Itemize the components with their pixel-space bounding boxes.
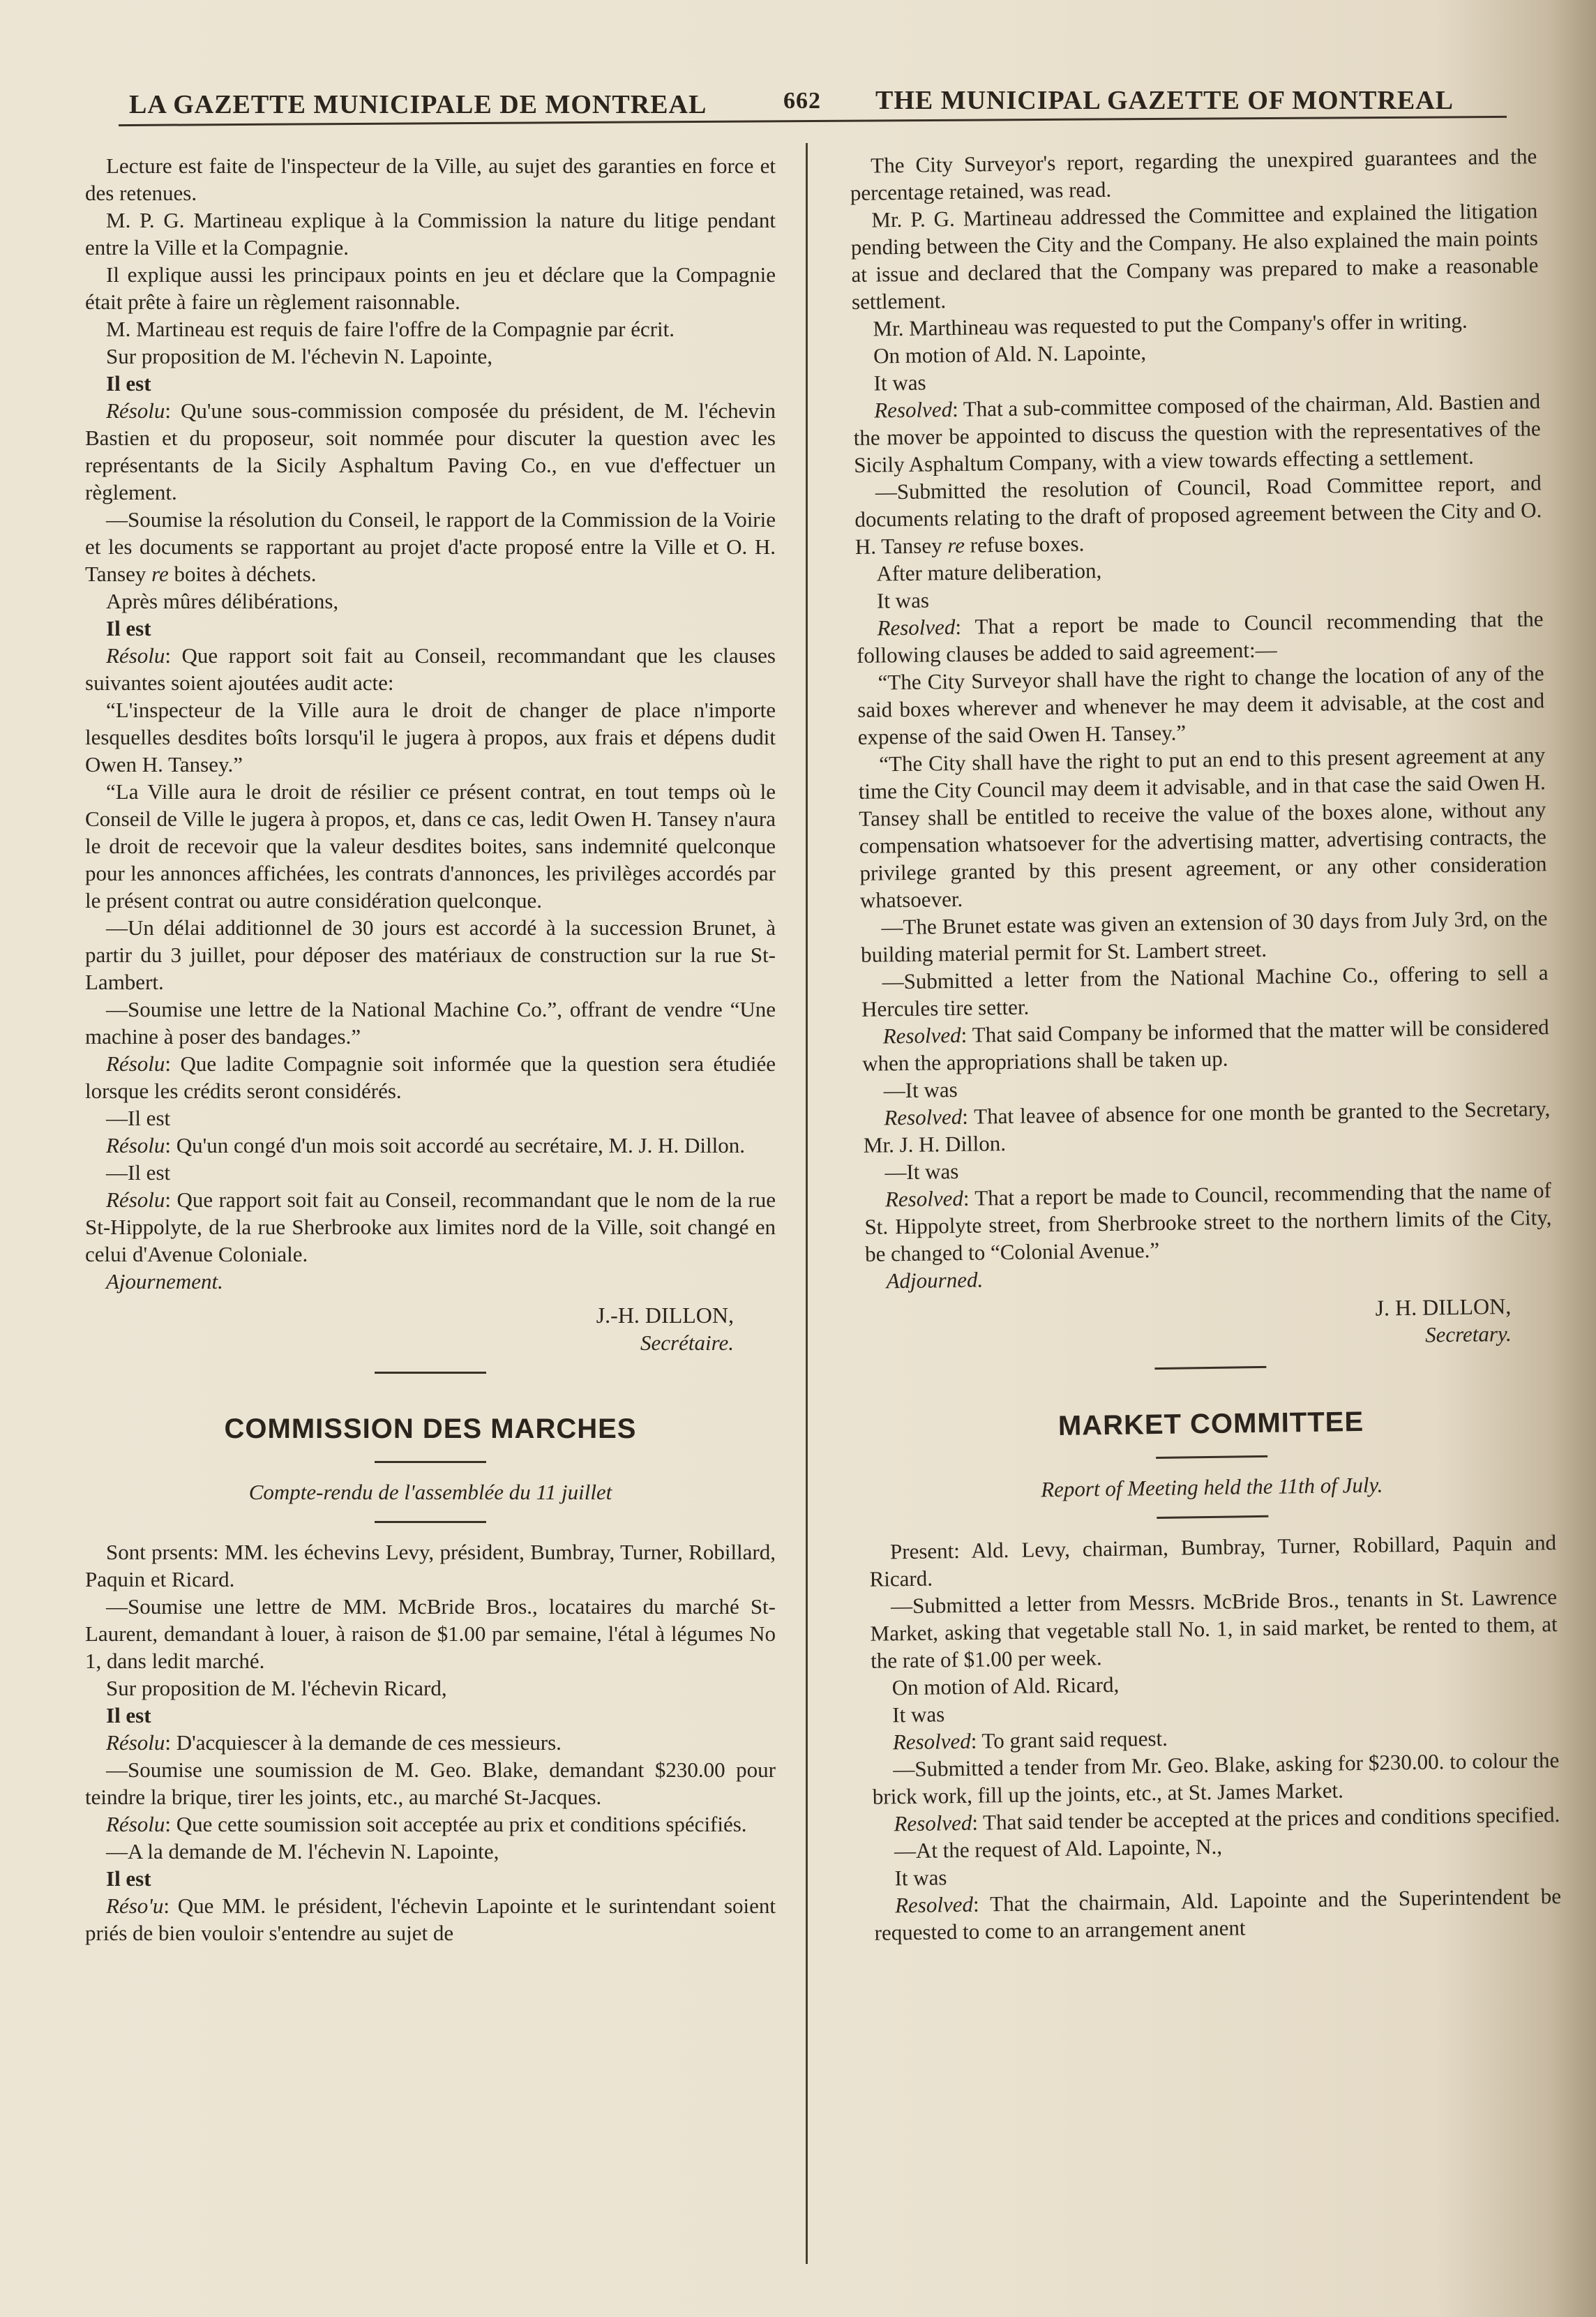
- resolution-text: : To grant said request.: [970, 1725, 1168, 1753]
- resolution-text: : Qu'une sous-commission composée du président, de M. l'échevin Bastien et du proposeur, soit nommée pour discuter la question avec les représentants de la Sicily Asphaltum Paving Co., en vue d'effectuer un règlement.: [85, 398, 776, 504]
- it-was: It was: [892, 1702, 945, 1727]
- paragraph: Sont prsents: MM. les échevins Levy, président, Bumbray, Turner, Robillard, Paquin et Ricard.: [85, 1540, 776, 1591]
- paragraph: Après mûres délibérations,: [106, 589, 339, 613]
- resolution: [856, 605, 1544, 669]
- resolution-label: Résolu: [106, 1051, 165, 1076]
- resolution-text: : Que ladite Compagnie soit informée que la question sera étudiée lorsque les crédits seront considérés.: [85, 1051, 776, 1103]
- section-subheading: Compte-rendu de l'assemblée du 11 juillet: [248, 1480, 612, 1504]
- header-title-french: LA GAZETTE MUNICIPALE DE MONTREAL: [129, 90, 707, 119]
- resolution-label: Résolu: [106, 1133, 165, 1157]
- resolution-text: : Que rapport soit fait au Conseil, recommandant que le nom de la rue St-Hippolyte, de la rue Sherbrooke aux limites nord de la Ville, soit changé en celui d'Avenue Coloniale.: [85, 1187, 776, 1266]
- il-est: —Il est: [106, 1106, 171, 1130]
- resolution-text: : That said Company be informed that the matter will be considered when the appropriations shall be taken up.: [861, 1014, 1549, 1076]
- english-column: [850, 142, 1562, 1947]
- resolution: [874, 1882, 1562, 1947]
- it-was: —It was: [883, 1077, 958, 1103]
- text: boites à déchets.: [168, 562, 317, 586]
- resolution-label: Resolved: [884, 1185, 964, 1212]
- paragraph: Mr. Marthineau was requested to put the Company's offer in writing.: [873, 308, 1468, 341]
- paragraph: After mature deliberation,: [876, 558, 1102, 586]
- resolution-text: : That the chairmain, Ald. Lapointe and the Superintendent be requested to come to an arrangement anent: [874, 1884, 1562, 1945]
- it-was: It was: [873, 370, 926, 396]
- paragraph: [85, 506, 776, 587]
- resolution-label: Résolu: [106, 1730, 165, 1755]
- il-est: Il est: [106, 616, 151, 640]
- resolution-text: : Que MM. le président, l'échevin Lapointe et le surintendant soient priés de bien vouloir s'entendre au sujet de: [85, 1894, 776, 1945]
- paragraph: Mr. P. G. Martineau addressed the Committee and explained the litigation pending between the City and the Company. He also explained the main points at issue and declared that the Company was prepared to make a reasonable settlement.: [850, 198, 1539, 314]
- quoted-clause: “La Ville aura le droit de résilier ce présent contrat, en tout temps où le Conseil de Ville le jugera à propos, et, dans ce cas, ledit Owen H. Tansey n'aura le droit de recevoir que la valeur desdites boites, sans indemnité quelconque pour les annonces affichées, les contrats d'annonces, les privilèges accordés par le présent contrat ou autre considération quelconque.: [85, 779, 776, 913]
- paragraph: Sur proposition de M. l'échevin Ricard,: [106, 1676, 447, 1700]
- section-divider: [1156, 1455, 1267, 1459]
- paragraph: On motion of Ald. Ricard,: [891, 1672, 1120, 1700]
- paragraph: [855, 469, 1543, 560]
- it-was: It was: [894, 1865, 947, 1891]
- resolution-label: Resolved: [894, 1810, 972, 1836]
- resolution: [85, 397, 776, 506]
- paragraph: Lecture est faite de l'inspecteur de la Ville, au sujet des garanties en force et des retenues.: [85, 153, 776, 205]
- paragraph: The City Surveyor's report, regarding the unexpired guarantees and the percentage retained, was read.: [850, 144, 1537, 205]
- resolution: [85, 1810, 776, 1838]
- resolution-label: Résolu: [106, 1812, 165, 1836]
- resolution-label: Réso'u: [106, 1894, 164, 1918]
- resolution: [85, 1892, 776, 1947]
- paragraph: Il explique aussi les principaux points en jeu et déclare que la Compagnie était prête à faire un règlement raisonnable.: [85, 262, 776, 314]
- paragraph: —Submitted a letter from Messrs. McBride Bros., tenants in St. Lawrence Market, asking that vegetable stall No. 1, in said market, be rented to them, at the rate of $1.00 per week.: [870, 1584, 1558, 1673]
- header-title-english: THE MUNICIPAL GAZETTE OF MONTREAL: [875, 86, 1454, 115]
- text: —Soumise la résolution du Conseil, le rapport de la Commission de la Voirie et les documents se rapportant au projet d'acte proposé entre la Ville et O. H. Tansey: [85, 507, 776, 586]
- text: re: [947, 532, 965, 558]
- il-est: Il est: [106, 1866, 151, 1891]
- resolution-label: Résolu: [106, 1187, 165, 1212]
- resolution-text: : That leavee of absence for one month be granted to the Secretary, Mr. J. H. Dillon.: [863, 1096, 1551, 1157]
- section-heading: COMMISSION DES MARCHES: [224, 1414, 637, 1444]
- text: re: [151, 562, 169, 586]
- paragraph: —Submitted a tender from Mr. Geo. Blake, asking for $230.00. to colour the brick work, fill up the joints, etc., at St. James Market.: [872, 1748, 1560, 1809]
- signature-title: Secretary.: [1424, 1321, 1512, 1347]
- paragraph: —Un délai additionnel de 30 jours est accordé à la succession Brunet, à partir du 3 juillet, pour déposer des matériaux de construction sur la rue St-Lambert.: [85, 915, 776, 994]
- paragraph: —The Brunet estate was given an extension of 30 days from July 3rd, on the building material permit for St. Lambert street.: [860, 906, 1548, 967]
- resolution-text: : That a sub-committee composed of the chairman, Ald. Bastien and the mover be appointed to discuss the question with the representatives of the Sicily Asphaltum Company, with a view towards effecting a settlement.: [853, 389, 1541, 477]
- paragraph: —Soumise une soumission de M. Geo. Blake, demandant $230.00 pour teindre la brique, tirer les joints, etc., au marché St-Jacques.: [85, 1757, 776, 1809]
- resolution-text: : That a report be made to Council, recommending that the name of St. Hippolyte street, from Sherbrooke street to the northern limits of the City, be changed to “Colonial Avenue.”: [864, 1178, 1552, 1266]
- resolution-label: Resolved: [894, 1891, 974, 1918]
- resolution: [85, 1729, 776, 1756]
- french-column: [85, 152, 776, 1947]
- paragraph: Present: Ald. Levy, chairman, Bumbray, Turner, Robillard, Paquin and Ricard.: [869, 1530, 1557, 1591]
- paragraph: —Submitted a letter from the National Machine Co., offering to sell a Hercules tire setter.: [861, 960, 1549, 1021]
- it-was: —It was: [884, 1158, 959, 1185]
- il-est: —Il est: [106, 1160, 171, 1185]
- column-divider: [806, 143, 808, 2264]
- resolution-text: : That said tender be accepted at the prices and conditions specified.: [972, 1802, 1560, 1835]
- paragraph: —Soumise une lettre de la National Machine Co.”, offrant de vendre “Une machine à poser des bandages.”: [85, 997, 776, 1049]
- section-divider: [375, 1461, 486, 1463]
- paragraph: —Soumise une lettre de MM. McBride Bros., locataires du marché St-Laurent, demandant à louer, à raison de $1.00 par semaine, l'étal à légumes No 1, dans ledit marché.: [85, 1594, 776, 1673]
- resolution: [85, 1186, 776, 1268]
- adjournment: Ajournement.: [106, 1269, 223, 1294]
- resolution: [861, 1013, 1549, 1077]
- resolution: [863, 1095, 1551, 1159]
- resolution: [864, 1176, 1553, 1268]
- resolution-label: Resolved: [884, 1104, 963, 1130]
- resolution: [853, 387, 1542, 479]
- section-divider: [375, 1372, 486, 1374]
- resolution-label: Resolved: [873, 396, 953, 423]
- paragraph: M. Martineau est requis de faire l'offre de la Compagnie par écrit.: [106, 317, 675, 341]
- paragraph: —A la demande de M. l'échevin N. Lapointe,: [106, 1839, 499, 1864]
- signature: [85, 1302, 776, 1356]
- section-subheading: Report of Meeting held the 11th of July.: [1040, 1472, 1383, 1502]
- signature-name: J. H. DILLON,: [1375, 1293, 1512, 1321]
- resolution: [85, 1050, 776, 1104]
- section-divider: [375, 1521, 486, 1523]
- il-est: Il est: [106, 371, 151, 396]
- resolution: [85, 642, 776, 696]
- it-was: It was: [876, 587, 930, 613]
- paragraph: On motion of Ald. N. Lapointe,: [873, 340, 1147, 368]
- resolution-text: : Que cette soumission soit acceptée au prix et conditions spécifiés.: [165, 1812, 747, 1836]
- quoted-clause: “The City Surveyor shall have the right to change the location of any of the said boxes wherever and whenever he may deem it advisable, at the cost and expense of the said Owen H. Tansey.”: [857, 661, 1545, 749]
- resolution-label: Resolved: [877, 614, 956, 640]
- section-divider: [1157, 1515, 1268, 1519]
- resolution-label: Resolved: [882, 1022, 961, 1049]
- paragraph: —At the request of Ald. Lapointe, N.,: [894, 1834, 1223, 1864]
- resolution-label: Resolved: [892, 1728, 971, 1755]
- resolution-text: : Que rapport soit fait au Conseil, recommandant que les clauses suivantes soient ajoutées audit acte:: [85, 643, 776, 695]
- text: refuse boxes.: [964, 531, 1085, 557]
- text: —Submitted the resolution of Council, Road Committee report, and documents relating to the draft of proposed agreement between the City and O. H. Tansey: [855, 470, 1542, 559]
- page-number: 662: [783, 88, 821, 114]
- resolution-label: Résolu: [106, 643, 165, 668]
- signature-name: J.-H. DILLON,: [596, 1303, 734, 1328]
- quoted-clause: “L'inspecteur de la Ville aura le droit de changer de place n'importe lesquelles desdites boîts lorsqu'il le jugera à propos, aux frais et dépens dudit Owen H. Tansey.”: [85, 698, 776, 777]
- signature: [866, 1292, 1553, 1356]
- resolution-text: : D'acquiescer à la demande de ces messieurs.: [165, 1730, 562, 1755]
- resolution-text: : Qu'un congé d'un mois soit accordé au secrétaire, M. J. H. Dillon.: [165, 1133, 745, 1157]
- resolution-label: Résolu: [106, 398, 165, 423]
- resolution-text: : That a report be made to Council recommending that the following clauses be added to said agreement:—: [856, 606, 1544, 668]
- paragraph: M. P. G. Martineau explique à la Commission la nature du litige pendant entre la Ville et la Compagnie.: [85, 208, 776, 260]
- signature-title: Secrétaire.: [640, 1330, 734, 1355]
- il-est: Il est: [106, 1703, 151, 1727]
- quoted-clause: “The City shall have the right to put an end to this present agreement at any time the City Council may deem it advisable, and in that case the said Owen H. Tansey shall be entitled to receive the value of the boxes alone, without any compensation whatsoever for the advertising matter, advertising contracts, the privilege granted by this present agreement, or any other consideration whatsoever.: [858, 742, 1547, 913]
- adjournment: Adjourned.: [886, 1267, 984, 1294]
- resolution: [85, 1132, 776, 1159]
- paragraph: Sur proposition de M. l'échevin N. Lapointe,: [106, 344, 493, 368]
- section-divider: [1154, 1366, 1266, 1370]
- section-heading: MARKET COMMITTEE: [1057, 1406, 1364, 1442]
